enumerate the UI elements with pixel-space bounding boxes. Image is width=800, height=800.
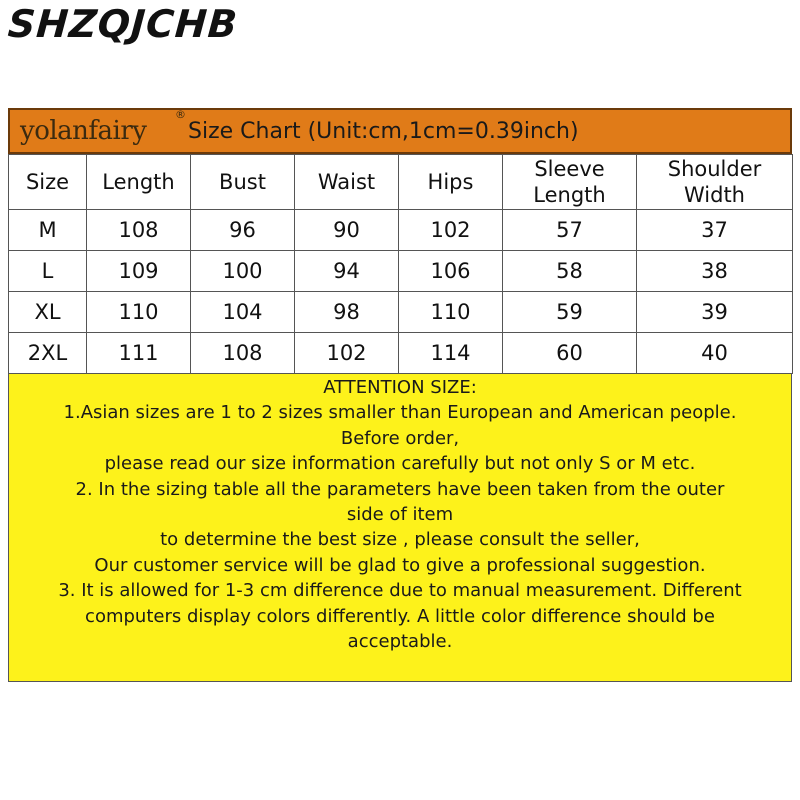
registered-mark: ® xyxy=(175,108,186,121)
size-chart-header xyxy=(8,108,792,154)
measurement-cell: 114 xyxy=(399,333,503,374)
size-chart-title: Size Chart (Unit:cm,1cm=0.39inch) xyxy=(188,118,579,144)
attention-line: computers display colors differently. A little color difference should be xyxy=(85,605,715,627)
measurement-cell: 39 xyxy=(637,292,793,333)
measurement-cell: 110 xyxy=(399,292,503,333)
attention-line: Before order, xyxy=(340,427,460,449)
size-cell: M xyxy=(9,210,87,251)
size-cell: L xyxy=(9,251,87,292)
table-row xyxy=(9,210,793,251)
attention-line: please read our size information carefully but not only S or M etc. xyxy=(104,453,696,475)
attention-line: Our customer service will be glad to give a professional suggestion. xyxy=(94,554,706,576)
size-cell: 2XL xyxy=(9,333,87,374)
attention-line: 3. It is allowed for 1-3 cm difference due to manual measurement. Different xyxy=(58,580,742,602)
column-header: Bust xyxy=(191,155,295,210)
measurement-cell: 109 xyxy=(87,251,191,292)
attention-line: 1.Asian sizes are 1 to 2 sizes smaller than European and American people. xyxy=(63,402,737,424)
attention-heading: ATTENTION SIZE: xyxy=(323,377,477,398)
measurement-cell: 111 xyxy=(87,333,191,374)
measurement-cell: 108 xyxy=(87,210,191,251)
measurement-cell: 38 xyxy=(637,251,793,292)
measurement-cell: 40 xyxy=(637,333,793,374)
column-header: Length xyxy=(87,155,191,210)
table-row xyxy=(9,251,793,292)
brand-logo xyxy=(10,108,186,152)
measurement-cell: 60 xyxy=(503,333,637,374)
measurement-cell: 98 xyxy=(295,292,399,333)
size-chart xyxy=(8,108,792,682)
column-header: Sleeve Length xyxy=(503,155,637,210)
measurement-cell: 102 xyxy=(399,210,503,251)
measurement-cell: 37 xyxy=(637,210,793,251)
measurement-cell: 58 xyxy=(503,251,637,292)
measurement-cell: 100 xyxy=(191,251,295,292)
logo-text: yolanfairy xyxy=(20,116,147,146)
measurement-cell: 57 xyxy=(503,210,637,251)
column-header: Size xyxy=(9,155,87,210)
brand-watermark: SHZQJCHB xyxy=(6,2,240,46)
column-header: Shoulder Width xyxy=(637,155,793,210)
attention-line: 2. In the sizing table all the parameters have been taken from the outer xyxy=(75,478,725,500)
attention-line: to determine the best size , please consult the seller, xyxy=(160,529,640,551)
table-row xyxy=(9,333,793,374)
measurement-cell: 104 xyxy=(191,292,295,333)
measurement-cell: 59 xyxy=(503,292,637,333)
column-header: Waist xyxy=(295,155,399,210)
measurement-cell: 110 xyxy=(87,292,191,333)
table-row xyxy=(9,292,793,333)
measurement-cell: 90 xyxy=(295,210,399,251)
measurement-cell: 102 xyxy=(295,333,399,374)
size-cell: XL xyxy=(9,292,87,333)
measurement-cell: 96 xyxy=(191,210,295,251)
measurement-cell: 106 xyxy=(399,251,503,292)
measurement-cell: 108 xyxy=(191,333,295,374)
attention-notice xyxy=(8,374,792,682)
measurement-cell: 94 xyxy=(295,251,399,292)
attention-line: acceptable. xyxy=(347,631,453,653)
column-header: Hips xyxy=(399,155,503,210)
size-table xyxy=(8,154,793,374)
header-row xyxy=(9,155,793,210)
attention-line: side of item xyxy=(346,504,454,526)
size-table-body xyxy=(9,210,793,374)
size-table-head xyxy=(9,155,793,210)
